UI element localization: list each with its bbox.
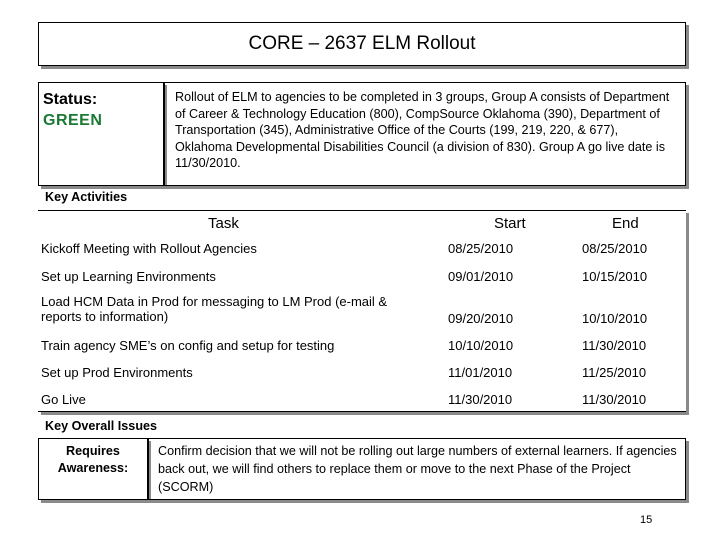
key-issues-label: Key Overall Issues bbox=[45, 419, 158, 433]
description-panel bbox=[164, 82, 686, 186]
key-activities-label: Key Activities bbox=[45, 190, 128, 204]
task-cell: Load HCM Data in Prod for messaging to LM Prod (e-mail & reports to information) bbox=[41, 294, 388, 324]
issue-category-panel bbox=[38, 438, 148, 500]
start-date-cell: 09/20/2010 bbox=[448, 311, 514, 326]
task-cell: Go Live bbox=[41, 392, 86, 407]
end-date-cell: 11/30/2010 bbox=[582, 338, 647, 353]
start-date-cell: 08/25/2010 bbox=[448, 241, 514, 256]
task-cell: Kickoff Meeting with Rollout Agencies bbox=[41, 241, 257, 256]
status-panel bbox=[38, 82, 164, 186]
start-date-cell: 11/01/2010 bbox=[448, 365, 513, 380]
start-date-cell: 11/30/2010 bbox=[448, 392, 513, 407]
task-cell: Set up Learning Environments bbox=[41, 269, 216, 284]
status-label: Status: bbox=[43, 91, 98, 108]
task-cell: Set up Prod Environments bbox=[41, 365, 193, 380]
page-title-text: CORE – 2637 ELM Rollout bbox=[248, 33, 476, 54]
end-date-cell: 11/25/2010 bbox=[582, 365, 647, 380]
start-date-cell: 10/10/2010 bbox=[448, 338, 514, 353]
start-date-cell: 09/01/2010 bbox=[448, 269, 514, 284]
page-number: 15 bbox=[640, 514, 653, 526]
key-activities-table bbox=[38, 210, 686, 412]
page-title bbox=[38, 22, 686, 66]
column-header-end: End bbox=[612, 215, 639, 232]
issue-description-panel bbox=[148, 438, 686, 500]
status-value: GREEN bbox=[43, 112, 103, 129]
issue-description-text: Confirm decision that we will not be rolling out large numbers of external learners. If agencies back out, we will find others to replace them or move to the next Phase of the Project (SCORM) bbox=[158, 444, 677, 494]
issue-category-text: Requires Awareness: bbox=[57, 444, 129, 475]
end-date-cell: 10/15/2010 bbox=[582, 269, 648, 284]
description-text: Rollout of ELM to agencies to be completed in 3 groups, Group A consists of Department of Career & Technology Education (800), CompSource Oklahoma (390), Department of Transportation (345), Administrative Office of the Courts (199, 219, 220, & 677), Oklahoma Developmental Disabilities Council (a division of 830). Group A go live date is 11/30/2010. bbox=[175, 90, 670, 170]
task-cell: Train agency SME’s on config and setup for testing bbox=[41, 338, 335, 353]
end-date-cell: 10/10/2010 bbox=[582, 311, 648, 326]
end-date-cell: 11/30/2010 bbox=[582, 392, 647, 407]
column-header-start: Start bbox=[494, 215, 526, 232]
end-date-cell: 08/25/2010 bbox=[582, 241, 648, 256]
column-header-task: Task bbox=[208, 215, 239, 232]
